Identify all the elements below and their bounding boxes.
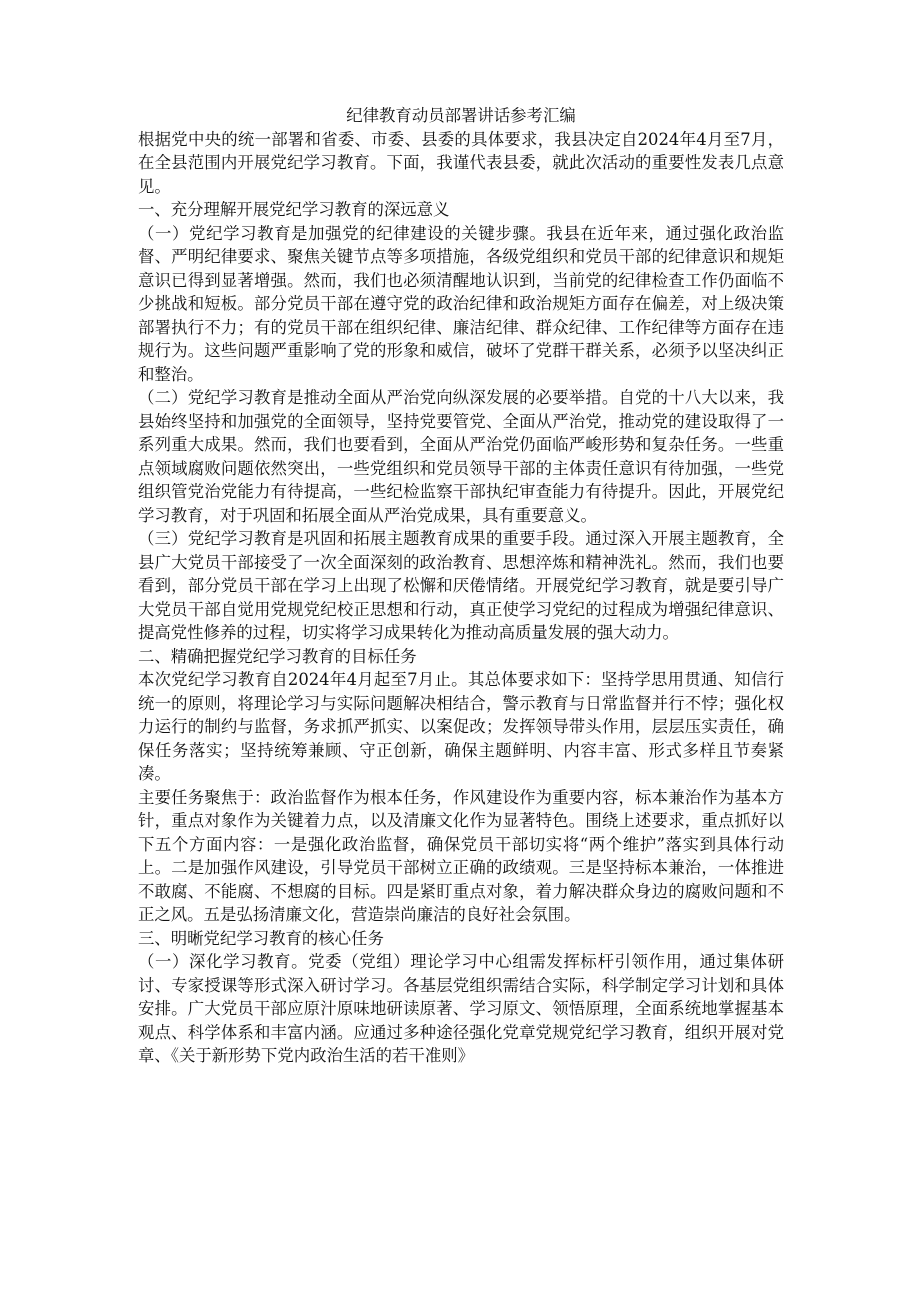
document-title: 纪律教育动员部署讲话参考汇编 — [346, 106, 576, 125]
document-page — [138, 104, 784, 1068]
section-1-paragraph-3: （三）党纪学习教育是巩固和拓展主题教育成果的重要手段。通过深入开展主题教育，全县广大党员干部接受了一次全面深刻的政治教育、思想淬炼和精神洗礼。然而，我们也要看到，部分党员干部在学习上出现了松懈和厌倦情绪。开展党纪学习教育，就是要引导广大党员干部自觉用党规党纪校正思想和行动，真正使学习党纪的过程成为增强纪律意识、提高党性修养的过程，切实将学习成果转化为推动高质量发展的强大动力。 — [138, 529, 784, 642]
section-1-heading: 一、充分理解开展党纪学习教育的深远意义 — [138, 200, 450, 219]
section-2-paragraph-1: 本次党纪学习教育自2024年4月起至7月止。其总体要求如下：坚持学思用贯通、知信行统一的原则，将理论学习与实际问题解决相结合，警示教育与日常监督并行不悖；强化权力运行的制约与监督，务求抓严抓实、以案促改；发挥领导带头作用，层层压实责任，确保任务落实；坚持统筹兼顾、守正创新，确保主题鲜明、内容丰富、形式多样且节奏紧凑。 — [138, 670, 784, 783]
intro-paragraph: 根据党中央的统一部署和省委、市委、县委的具体要求，我县决定自2024年4月至7月，在全县范围内开展党纪学习教育。下面，我谨代表县委，就此次活动的重要性发表几点意见。 — [138, 129, 784, 196]
section-1-paragraph-1: （一）党纪学习教育是加强党的纪律建设的关键步骤。我县在近年来，通过强化政治监督、严明纪律要求、聚焦关键节点等多项措施，各级党组织和党员干部的纪律意识和规矩意识已得到显著增强。然而，我们也必须清醒地认识到，当前党的纪律检查工作仍面临不少挑战和短板。部分党员干部在遵守党的政治纪律和政治规矩方面存在偏差，对上级决策部署执行不力；有的党员干部在组织纪律、廉洁纪律、群众纪律、工作纪律等方面存在违规行为。这些问题严重影响了党的形象和威信，破坏了党群干群关系，必须予以坚决纠正和整治。 — [138, 223, 784, 384]
section-3-paragraph-1: （一）深化学习教育。党委（党组）理论学习中心组需发挥标杆引领作用，通过集体研讨、专家授课等形式深入研讨学习。各基层党组织需结合实际，科学制定学习计划和具体安排。广大党员干部应原汁原味地研读原著、学习原文、领悟原理，全面系统地掌握基本观点、科学体系和丰富内涵。应通过多种途径强化党章党规党纪学习教育，组织开展对党章、《关于新形势下党内政治生活的若干准则》 — [138, 952, 784, 1065]
section-1-paragraph-2: （二）党纪学习教育是推动全面从严治党向纵深发展的必要举措。自党的十八大以来，我县始终坚持和加强党的全面领导，坚持党要管党、全面从严治党，推动党的建设取得了一系列重大成果。然而，我们也要看到，全面从严治党仍面临严峻形势和复杂任务。一些重点领域腐败问题依然突出，一些党组织和党员领导干部的主体责任意识有待加强，一些党组织管党治党能力有待提高，一些纪检监察干部执纪审查能力有待提升。因此，开展党纪学习教育，对于巩固和拓展全面从严治党成果，具有重要意义。 — [138, 388, 784, 525]
section-2-heading: 二、精确把握党纪学习教育的目标任务 — [138, 646, 417, 666]
section-2-paragraph-2: 主要任务聚焦于：政治监督作为根本任务，作风建设作为重要内容，标本兼治作为基本方针，重点对象作为关键着力点，以及清廉文化作为显著特色。围绕上述要求，重点抓好以下五个方面内容：一是强化政治监督，确保党员干部切实将“两个维护”落实到具体行动上。二是加强作风建设，引导党员干部树立正确的政绩观。三是坚持标本兼治，一体推进不敢腐、不能腐、不想腐的目标。四是紧盯重点对象，着力解决群众身边的腐败问题和不正之风。五是弘扬清廉文化，营造崇尚廉洁的良好社会氛围。 — [138, 787, 784, 924]
section-3-heading: 三、明晰党纪学习教育的核心任务 — [138, 928, 384, 948]
